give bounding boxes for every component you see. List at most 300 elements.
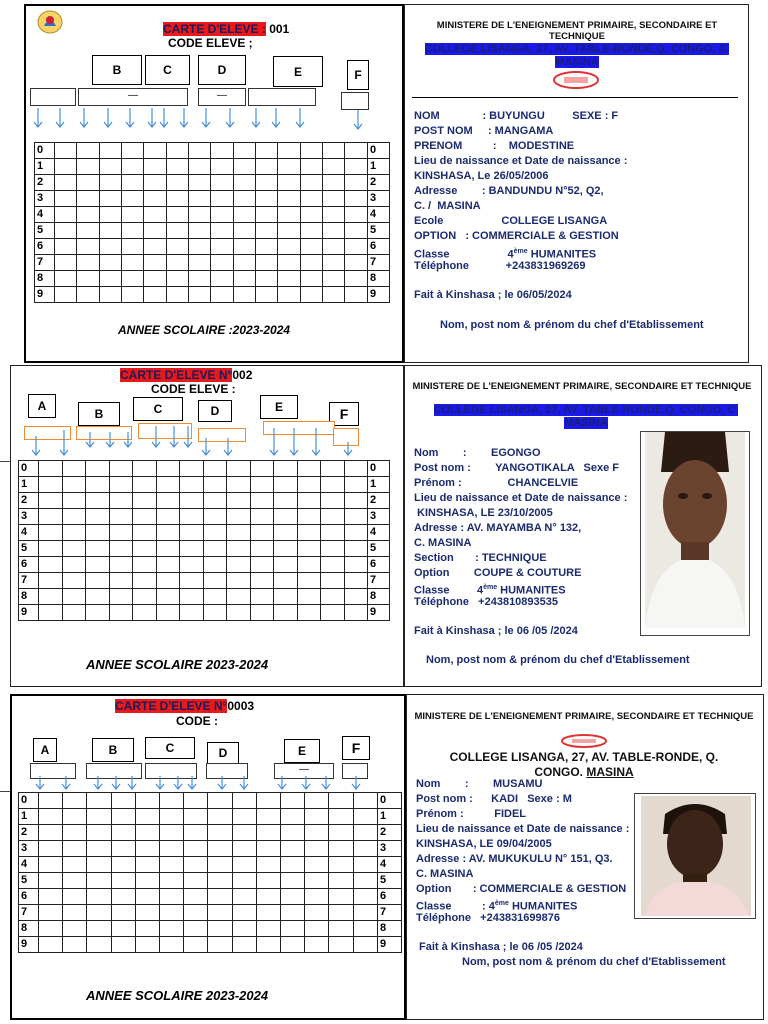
- digit-cell[interactable]: [62, 557, 86, 573]
- digit-cell[interactable]: [122, 191, 144, 207]
- digit-cell[interactable]: [133, 541, 157, 557]
- digit-cell[interactable]: [166, 159, 188, 175]
- digit-cell[interactable]: [297, 493, 321, 509]
- digit-cell[interactable]: [321, 493, 345, 509]
- digit-cell[interactable]: [274, 493, 298, 509]
- digit-cell[interactable]: [274, 477, 298, 493]
- digit-cell[interactable]: [300, 143, 322, 159]
- digit-cell[interactable]: [122, 287, 144, 303]
- digit-cell[interactable]: [55, 207, 77, 223]
- digit-cell[interactable]: [281, 825, 305, 841]
- digit-cell[interactable]: [180, 493, 204, 509]
- digit-cell[interactable]: [77, 207, 99, 223]
- digit-cell[interactable]: [189, 255, 211, 271]
- digit-cell[interactable]: [250, 541, 274, 557]
- digit-cell[interactable]: [227, 557, 251, 573]
- digit-cell[interactable]: [300, 175, 322, 191]
- digit-cell[interactable]: [203, 573, 227, 589]
- digit-cell[interactable]: [180, 573, 204, 589]
- digit-cell[interactable]: [353, 905, 377, 921]
- digit-cell[interactable]: [160, 793, 184, 809]
- digit-cell[interactable]: [323, 143, 345, 159]
- digit-cell[interactable]: [180, 461, 204, 477]
- digit-cell[interactable]: [211, 159, 233, 175]
- digit-cell[interactable]: [211, 143, 233, 159]
- digit-cell[interactable]: [232, 905, 256, 921]
- digit-cell[interactable]: [321, 525, 345, 541]
- digit-cell[interactable]: [55, 175, 77, 191]
- digit-cell[interactable]: [227, 477, 251, 493]
- digit-cell[interactable]: [256, 857, 280, 873]
- digit-cell[interactable]: [300, 239, 322, 255]
- digit-cell[interactable]: [133, 525, 157, 541]
- digit-cell[interactable]: [122, 175, 144, 191]
- digit-cell[interactable]: [344, 589, 368, 605]
- digit-cell[interactable]: [156, 509, 180, 525]
- digit-cell[interactable]: [305, 873, 329, 889]
- digit-cell[interactable]: [345, 255, 368, 271]
- digit-cell[interactable]: [77, 191, 99, 207]
- digit-cell[interactable]: [256, 889, 280, 905]
- digit-cell[interactable]: [232, 841, 256, 857]
- digit-cell[interactable]: [256, 287, 278, 303]
- digit-cell[interactable]: [184, 809, 208, 825]
- digit-cell[interactable]: [256, 809, 280, 825]
- digit-cell[interactable]: [87, 793, 111, 809]
- digit-cell[interactable]: [300, 223, 322, 239]
- digit-cell[interactable]: [281, 809, 305, 825]
- digit-cell[interactable]: [86, 557, 110, 573]
- digit-cell[interactable]: [232, 793, 256, 809]
- digit-cell[interactable]: [256, 921, 280, 937]
- digit-cell[interactable]: [63, 825, 87, 841]
- digit-cell[interactable]: [274, 557, 298, 573]
- digit-cell[interactable]: [63, 793, 87, 809]
- digit-cell[interactable]: [321, 605, 345, 621]
- digit-cell[interactable]: [77, 175, 99, 191]
- digit-cell[interactable]: [274, 461, 298, 477]
- digit-cell[interactable]: [281, 889, 305, 905]
- digit-cell[interactable]: [160, 889, 184, 905]
- digit-cell[interactable]: [99, 159, 121, 175]
- digit-cell[interactable]: [122, 207, 144, 223]
- digit-cell[interactable]: [250, 509, 274, 525]
- digit-cell[interactable]: [62, 541, 86, 557]
- digit-cell[interactable]: [323, 255, 345, 271]
- digit-cell[interactable]: [39, 921, 63, 937]
- digit-cell[interactable]: [278, 287, 300, 303]
- digit-cell[interactable]: [281, 857, 305, 873]
- digit-cell[interactable]: [135, 857, 159, 873]
- digit-cell[interactable]: [39, 857, 63, 873]
- digit-cell[interactable]: [189, 223, 211, 239]
- digit-cell[interactable]: [227, 493, 251, 509]
- digit-cell[interactable]: [278, 191, 300, 207]
- digit-cell[interactable]: [297, 605, 321, 621]
- digit-cell[interactable]: [233, 143, 255, 159]
- digit-cell[interactable]: [345, 223, 368, 239]
- digit-cell[interactable]: [144, 207, 166, 223]
- digit-cell[interactable]: [86, 493, 110, 509]
- digit-cell[interactable]: [55, 159, 77, 175]
- digit-cell[interactable]: [233, 207, 255, 223]
- digit-cell[interactable]: [344, 605, 368, 621]
- digit-cell[interactable]: [250, 589, 274, 605]
- digit-cell[interactable]: [144, 255, 166, 271]
- digit-cell[interactable]: [55, 287, 77, 303]
- digit-cell[interactable]: [297, 573, 321, 589]
- digit-cell[interactable]: [180, 477, 204, 493]
- digit-cell[interactable]: [160, 857, 184, 873]
- digit-cell[interactable]: [135, 921, 159, 937]
- digit-cell[interactable]: [99, 223, 121, 239]
- digit-cell[interactable]: [305, 889, 329, 905]
- digit-cell[interactable]: [297, 541, 321, 557]
- digit-cell[interactable]: [99, 175, 121, 191]
- digit-cell[interactable]: [55, 271, 77, 287]
- digit-cell[interactable]: [297, 477, 321, 493]
- digit-cell[interactable]: [250, 557, 274, 573]
- digit-cell[interactable]: [184, 841, 208, 857]
- digit-cell[interactable]: [77, 223, 99, 239]
- digit-cell[interactable]: [86, 525, 110, 541]
- digit-cell[interactable]: [122, 143, 144, 159]
- digit-cell[interactable]: [77, 255, 99, 271]
- digit-cell[interactable]: [297, 461, 321, 477]
- digit-cell[interactable]: [278, 175, 300, 191]
- digit-cell[interactable]: [111, 889, 135, 905]
- digit-cell[interactable]: [233, 287, 255, 303]
- digit-cell[interactable]: [39, 509, 63, 525]
- digit-cell[interactable]: [256, 793, 280, 809]
- digit-cell[interactable]: [345, 207, 368, 223]
- digit-cell[interactable]: [99, 191, 121, 207]
- digit-cell[interactable]: [39, 605, 63, 621]
- digit-cell[interactable]: [281, 905, 305, 921]
- digit-cell[interactable]: [109, 589, 133, 605]
- digit-cell[interactable]: [250, 525, 274, 541]
- digit-cell[interactable]: [87, 857, 111, 873]
- digit-cell[interactable]: [256, 271, 278, 287]
- digit-cell[interactable]: [39, 493, 63, 509]
- digit-cell[interactable]: [111, 937, 135, 953]
- digit-cell[interactable]: [39, 809, 63, 825]
- digit-cell[interactable]: [122, 255, 144, 271]
- digit-cell[interactable]: [305, 825, 329, 841]
- digit-cell[interactable]: [135, 937, 159, 953]
- digit-cell[interactable]: [250, 493, 274, 509]
- digit-cell[interactable]: [353, 889, 377, 905]
- digit-cell[interactable]: [321, 461, 345, 477]
- digit-cell[interactable]: [274, 509, 298, 525]
- digit-cell[interactable]: [353, 809, 377, 825]
- digit-cell[interactable]: [160, 825, 184, 841]
- digit-cell[interactable]: [135, 841, 159, 857]
- digit-cell[interactable]: [250, 477, 274, 493]
- digit-cell[interactable]: [345, 239, 368, 255]
- digit-cell[interactable]: [156, 541, 180, 557]
- digit-cell[interactable]: [278, 255, 300, 271]
- digit-cell[interactable]: [208, 841, 232, 857]
- digit-cell[interactable]: [166, 255, 188, 271]
- digit-cell[interactable]: [250, 573, 274, 589]
- digit-cell[interactable]: [109, 461, 133, 477]
- digit-cell[interactable]: [227, 541, 251, 557]
- digit-cell[interactable]: [144, 175, 166, 191]
- digit-cell[interactable]: [55, 143, 77, 159]
- digit-cell[interactable]: [135, 873, 159, 889]
- digit-cell[interactable]: [144, 271, 166, 287]
- digit-cell[interactable]: [323, 191, 345, 207]
- digit-cell[interactable]: [180, 557, 204, 573]
- digit-cell[interactable]: [297, 589, 321, 605]
- digit-cell[interactable]: [345, 191, 368, 207]
- digit-cell[interactable]: [345, 175, 368, 191]
- digit-cell[interactable]: [166, 271, 188, 287]
- digit-cell[interactable]: [323, 287, 345, 303]
- digit-cell[interactable]: [62, 573, 86, 589]
- digit-cell[interactable]: [344, 509, 368, 525]
- digit-cell[interactable]: [39, 889, 63, 905]
- digit-cell[interactable]: [156, 525, 180, 541]
- digit-cell[interactable]: [156, 493, 180, 509]
- digit-cell[interactable]: [55, 255, 77, 271]
- digit-cell[interactable]: [111, 825, 135, 841]
- digit-cell[interactable]: [144, 159, 166, 175]
- digit-cell[interactable]: [184, 857, 208, 873]
- digit-cell[interactable]: [344, 461, 368, 477]
- digit-cell[interactable]: [77, 159, 99, 175]
- digit-cell[interactable]: [86, 573, 110, 589]
- digit-cell[interactable]: [305, 809, 329, 825]
- digit-cell[interactable]: [250, 605, 274, 621]
- digit-cell[interactable]: [135, 889, 159, 905]
- digit-cell[interactable]: [55, 223, 77, 239]
- digit-cell[interactable]: [353, 841, 377, 857]
- digit-cell[interactable]: [233, 223, 255, 239]
- digit-cell[interactable]: [156, 477, 180, 493]
- digit-cell[interactable]: [232, 857, 256, 873]
- digit-cell[interactable]: [87, 825, 111, 841]
- digit-cell[interactable]: [329, 889, 353, 905]
- digit-cell[interactable]: [184, 921, 208, 937]
- digit-cell[interactable]: [227, 605, 251, 621]
- digit-cell[interactable]: [208, 793, 232, 809]
- digit-cell[interactable]: [180, 525, 204, 541]
- digit-cell[interactable]: [86, 589, 110, 605]
- digit-cell[interactable]: [329, 857, 353, 873]
- digit-cell[interactable]: [323, 223, 345, 239]
- digit-cell[interactable]: [329, 921, 353, 937]
- digit-cell[interactable]: [156, 557, 180, 573]
- digit-cell[interactable]: [208, 889, 232, 905]
- digit-cell[interactable]: [256, 207, 278, 223]
- digit-cell[interactable]: [111, 857, 135, 873]
- digit-cell[interactable]: [211, 175, 233, 191]
- digit-cell[interactable]: [232, 937, 256, 953]
- digit-cell[interactable]: [300, 191, 322, 207]
- digit-cell[interactable]: [122, 239, 144, 255]
- digit-cell[interactable]: [211, 191, 233, 207]
- digit-cell[interactable]: [184, 825, 208, 841]
- digit-cell[interactable]: [166, 287, 188, 303]
- digit-cell[interactable]: [39, 525, 63, 541]
- digit-cell[interactable]: [278, 271, 300, 287]
- digit-cell[interactable]: [39, 873, 63, 889]
- digit-cell[interactable]: [111, 809, 135, 825]
- digit-cell[interactable]: [233, 159, 255, 175]
- digit-cell[interactable]: [122, 223, 144, 239]
- digit-cell[interactable]: [211, 287, 233, 303]
- digit-cell[interactable]: [144, 223, 166, 239]
- digit-cell[interactable]: [203, 605, 227, 621]
- digit-cell[interactable]: [256, 159, 278, 175]
- digit-cell[interactable]: [133, 589, 157, 605]
- digit-cell[interactable]: [278, 239, 300, 255]
- digit-cell[interactable]: [166, 191, 188, 207]
- card3-slot[interactable]: —: [274, 763, 334, 779]
- digit-cell[interactable]: [133, 477, 157, 493]
- digit-cell[interactable]: [353, 793, 377, 809]
- digit-cell[interactable]: [329, 841, 353, 857]
- digit-cell[interactable]: [211, 207, 233, 223]
- digit-cell[interactable]: [39, 573, 63, 589]
- digit-cell[interactable]: [156, 589, 180, 605]
- digit-cell[interactable]: [86, 605, 110, 621]
- digit-cell[interactable]: [109, 541, 133, 557]
- digit-cell[interactable]: [189, 271, 211, 287]
- digit-cell[interactable]: [232, 809, 256, 825]
- digit-cell[interactable]: [133, 605, 157, 621]
- digit-cell[interactable]: [323, 175, 345, 191]
- digit-cell[interactable]: [77, 143, 99, 159]
- digit-cell[interactable]: [250, 461, 274, 477]
- digit-cell[interactable]: [344, 573, 368, 589]
- digit-cell[interactable]: [39, 557, 63, 573]
- digit-cell[interactable]: [305, 793, 329, 809]
- digit-cell[interactable]: [300, 255, 322, 271]
- digit-cell[interactable]: [329, 873, 353, 889]
- digit-cell[interactable]: [227, 509, 251, 525]
- digit-cell[interactable]: [329, 905, 353, 921]
- digit-cell[interactable]: [300, 287, 322, 303]
- digit-cell[interactable]: [232, 889, 256, 905]
- digit-cell[interactable]: [39, 477, 63, 493]
- digit-cell[interactable]: [156, 605, 180, 621]
- digit-cell[interactable]: [203, 461, 227, 477]
- digit-cell[interactable]: [87, 889, 111, 905]
- digit-cell[interactable]: [203, 589, 227, 605]
- digit-cell[interactable]: [99, 207, 121, 223]
- digit-cell[interactable]: [256, 255, 278, 271]
- digit-cell[interactable]: [203, 477, 227, 493]
- digit-cell[interactable]: [203, 541, 227, 557]
- digit-cell[interactable]: [166, 143, 188, 159]
- digit-cell[interactable]: [233, 271, 255, 287]
- digit-cell[interactable]: [184, 889, 208, 905]
- digit-cell[interactable]: [63, 905, 87, 921]
- digit-cell[interactable]: [256, 223, 278, 239]
- digit-cell[interactable]: [122, 271, 144, 287]
- digit-cell[interactable]: [133, 557, 157, 573]
- digit-cell[interactable]: [63, 873, 87, 889]
- digit-cell[interactable]: [166, 223, 188, 239]
- digit-cell[interactable]: [353, 937, 377, 953]
- digit-cell[interactable]: [133, 573, 157, 589]
- digit-cell[interactable]: [160, 873, 184, 889]
- digit-cell[interactable]: [232, 825, 256, 841]
- digit-cell[interactable]: [300, 159, 322, 175]
- digit-cell[interactable]: [111, 793, 135, 809]
- digit-cell[interactable]: [345, 271, 368, 287]
- digit-cell[interactable]: [63, 889, 87, 905]
- digit-cell[interactable]: [233, 175, 255, 191]
- digit-cell[interactable]: [281, 793, 305, 809]
- digit-cell[interactable]: [227, 525, 251, 541]
- digit-cell[interactable]: [111, 873, 135, 889]
- digit-cell[interactable]: [344, 541, 368, 557]
- digit-cell[interactable]: [232, 921, 256, 937]
- digit-cell[interactable]: [329, 825, 353, 841]
- digit-cell[interactable]: [278, 207, 300, 223]
- digit-cell[interactable]: [39, 905, 63, 921]
- digit-cell[interactable]: [345, 143, 368, 159]
- digit-cell[interactable]: [86, 541, 110, 557]
- digit-cell[interactable]: [86, 461, 110, 477]
- digit-cell[interactable]: [329, 809, 353, 825]
- digit-cell[interactable]: [323, 207, 345, 223]
- digit-cell[interactable]: [297, 557, 321, 573]
- digit-cell[interactable]: [300, 271, 322, 287]
- digit-cell[interactable]: [256, 143, 278, 159]
- digit-cell[interactable]: [323, 159, 345, 175]
- digit-cell[interactable]: [274, 573, 298, 589]
- digit-cell[interactable]: [144, 287, 166, 303]
- digit-cell[interactable]: [344, 525, 368, 541]
- digit-cell[interactable]: [256, 905, 280, 921]
- digit-cell[interactable]: [305, 857, 329, 873]
- digit-cell[interactable]: [87, 921, 111, 937]
- digit-cell[interactable]: [233, 255, 255, 271]
- digit-cell[interactable]: [184, 873, 208, 889]
- digit-cell[interactable]: [208, 873, 232, 889]
- digit-cell[interactable]: [99, 255, 121, 271]
- digit-cell[interactable]: [135, 809, 159, 825]
- digit-cell[interactable]: [203, 525, 227, 541]
- digit-cell[interactable]: [329, 793, 353, 809]
- digit-cell[interactable]: [55, 191, 77, 207]
- digit-cell[interactable]: [256, 191, 278, 207]
- digit-cell[interactable]: [87, 873, 111, 889]
- digit-cell[interactable]: [203, 493, 227, 509]
- digit-cell[interactable]: [344, 477, 368, 493]
- digit-cell[interactable]: [256, 239, 278, 255]
- digit-cell[interactable]: [256, 175, 278, 191]
- digit-cell[interactable]: [144, 191, 166, 207]
- digit-cell[interactable]: [345, 287, 368, 303]
- digit-cell[interactable]: [353, 825, 377, 841]
- digit-cell[interactable]: [144, 143, 166, 159]
- digit-cell[interactable]: [99, 143, 121, 159]
- digit-cell[interactable]: [189, 207, 211, 223]
- digit-cell[interactable]: [232, 873, 256, 889]
- digit-cell[interactable]: [63, 857, 87, 873]
- digit-cell[interactable]: [256, 825, 280, 841]
- digit-cell[interactable]: [166, 207, 188, 223]
- digit-cell[interactable]: [344, 557, 368, 573]
- digit-cell[interactable]: [62, 589, 86, 605]
- digit-cell[interactable]: [321, 589, 345, 605]
